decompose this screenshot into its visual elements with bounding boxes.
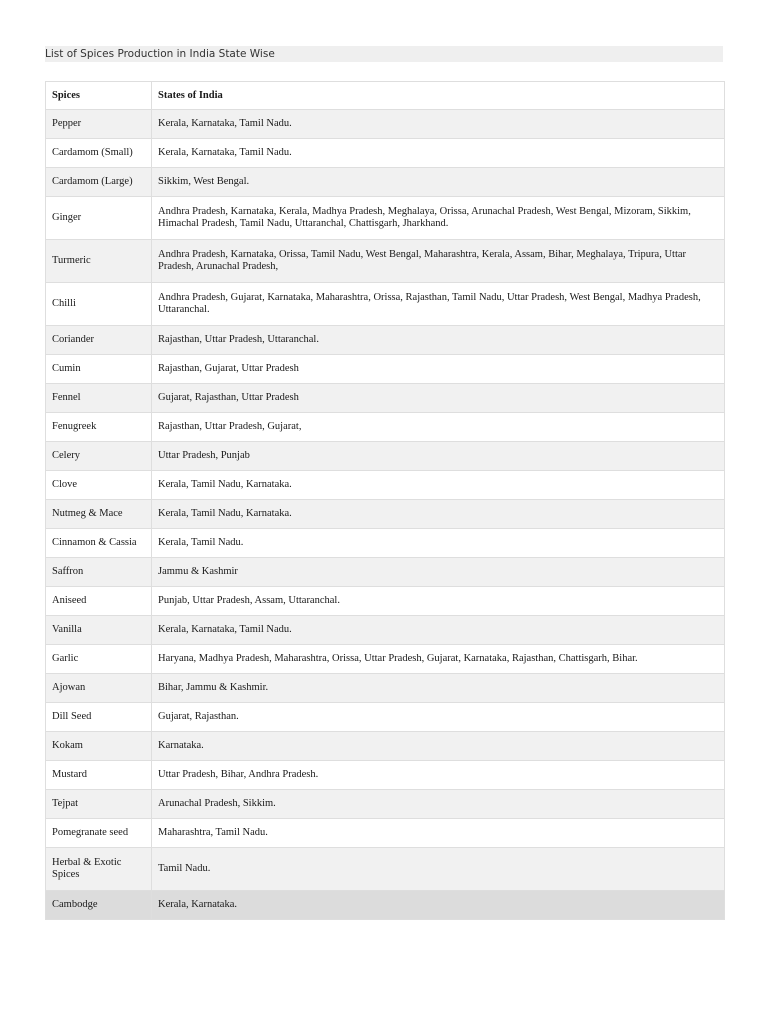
spice-name: Aniseed bbox=[46, 587, 152, 616]
spice-name: Pomegranate seed bbox=[46, 819, 152, 848]
spice-name: Nutmeg & Mace bbox=[46, 500, 152, 529]
spice-name: Ginger bbox=[46, 197, 152, 240]
spice-name: Cardamom (Large) bbox=[46, 168, 152, 197]
spice-states: Andhra Pradesh, Gujarat, Karnataka, Maharashtra, Orissa, Rajasthan, Tamil Nadu, Uttar Pradesh, West Bengal, Madhya Pradesh, Uttaranchal. bbox=[152, 283, 725, 326]
spice-name: Herbal & Exotic Spices bbox=[46, 848, 152, 891]
spice-states: Rajasthan, Gujarat, Uttar Pradesh bbox=[152, 355, 725, 384]
spice-states: Punjab, Uttar Pradesh, Assam, Uttaranchal. bbox=[152, 587, 725, 616]
spice-name: Tejpat bbox=[46, 790, 152, 819]
spice-states: Jammu & Kashmir bbox=[152, 558, 725, 587]
spice-name: Saffron bbox=[46, 558, 152, 587]
spice-name: Coriander bbox=[46, 326, 152, 355]
table-row bbox=[46, 355, 725, 384]
table-row bbox=[46, 891, 725, 920]
spice-states: Kerala, Karnataka, Tamil Nadu. bbox=[152, 110, 725, 139]
table-caption: List of Spices Production in India State Wise bbox=[45, 46, 723, 62]
spice-name: Mustard bbox=[46, 761, 152, 790]
spice-states: Rajasthan, Uttar Pradesh, Uttaranchal. bbox=[152, 326, 725, 355]
spice-states: Uttar Pradesh, Bihar, Andhra Pradesh. bbox=[152, 761, 725, 790]
spice-name: Fennel bbox=[46, 384, 152, 413]
column-header-states: States of India bbox=[152, 82, 725, 110]
table-row bbox=[46, 471, 725, 500]
spice-name: Cardamom (Small) bbox=[46, 139, 152, 168]
table-row bbox=[46, 240, 725, 283]
spices-table bbox=[45, 81, 725, 920]
spice-states: Kerala, Tamil Nadu, Karnataka. bbox=[152, 471, 725, 500]
spice-states: Kerala, Tamil Nadu. bbox=[152, 529, 725, 558]
table-row bbox=[46, 848, 725, 891]
table-row bbox=[46, 442, 725, 471]
spice-name: Turmeric bbox=[46, 240, 152, 283]
table-row bbox=[46, 110, 725, 139]
spice-name: Chilli bbox=[46, 283, 152, 326]
spice-states: Rajasthan, Uttar Pradesh, Gujarat, bbox=[152, 413, 725, 442]
spice-name: Cambodge bbox=[46, 891, 152, 920]
table-row bbox=[46, 674, 725, 703]
spice-name: Cinnamon & Cassia bbox=[46, 529, 152, 558]
spice-states: Arunachal Pradesh, Sikkim. bbox=[152, 790, 725, 819]
spice-name: Garlic bbox=[46, 645, 152, 674]
spice-states: Haryana, Madhya Pradesh, Maharashtra, Orissa, Uttar Pradesh, Gujarat, Karnataka, Rajasthan, Chattisgarh, Bihar. bbox=[152, 645, 725, 674]
table-row bbox=[46, 587, 725, 616]
table-row bbox=[46, 645, 725, 674]
table-row bbox=[46, 732, 725, 761]
table-row bbox=[46, 558, 725, 587]
table-row bbox=[46, 761, 725, 790]
spice-states: Uttar Pradesh, Punjab bbox=[152, 442, 725, 471]
spice-name: Dill Seed bbox=[46, 703, 152, 732]
spice-states: Bihar, Jammu & Kashmir. bbox=[152, 674, 725, 703]
table-row bbox=[46, 326, 725, 355]
spice-name: Kokam bbox=[46, 732, 152, 761]
spice-name: Ajowan bbox=[46, 674, 152, 703]
column-header-spices: Spices bbox=[46, 82, 152, 110]
table-row bbox=[46, 703, 725, 732]
spice-states: Gujarat, Rajasthan, Uttar Pradesh bbox=[152, 384, 725, 413]
spice-states: Sikkim, West Bengal. bbox=[152, 168, 725, 197]
spice-name: Fenugreek bbox=[46, 413, 152, 442]
table-row bbox=[46, 283, 725, 326]
spice-states: Kerala, Karnataka. bbox=[152, 891, 725, 920]
table-row bbox=[46, 529, 725, 558]
spice-name: Clove bbox=[46, 471, 152, 500]
table-row bbox=[46, 384, 725, 413]
table-row bbox=[46, 616, 725, 645]
spice-states: Andhra Pradesh, Karnataka, Orissa, Tamil Nadu, West Bengal, Maharashtra, Kerala, Assam, Bihar, Meghalaya, Tripura, Uttar Pradesh, Arunachal Pradesh, bbox=[152, 240, 725, 283]
table-header-row bbox=[46, 82, 725, 110]
spice-name: Celery bbox=[46, 442, 152, 471]
table-row bbox=[46, 197, 725, 240]
spice-states: Gujarat, Rajasthan. bbox=[152, 703, 725, 732]
table-row bbox=[46, 790, 725, 819]
table-row bbox=[46, 139, 725, 168]
spice-name: Cumin bbox=[46, 355, 152, 384]
spice-name: Pepper bbox=[46, 110, 152, 139]
spice-states: Maharashtra, Tamil Nadu. bbox=[152, 819, 725, 848]
table-row bbox=[46, 168, 725, 197]
spice-states: Kerala, Tamil Nadu, Karnataka. bbox=[152, 500, 725, 529]
spice-name: Vanilla bbox=[46, 616, 152, 645]
spice-states: Kerala, Karnataka, Tamil Nadu. bbox=[152, 616, 725, 645]
spice-states: Tamil Nadu. bbox=[152, 848, 725, 891]
spice-states: Andhra Pradesh, Karnataka, Kerala, Madhya Pradesh, Meghalaya, Orissa, Arunachal Pradesh, West Bengal, Mizoram, Sikkim, Himachal Pradesh, Tamil Nadu, Uttaranchal, Chattisgarh, Jharkhand. bbox=[152, 197, 725, 240]
table-row bbox=[46, 413, 725, 442]
table-row bbox=[46, 500, 725, 529]
spice-states: Karnataka. bbox=[152, 732, 725, 761]
spice-states: Kerala, Karnataka, Tamil Nadu. bbox=[152, 139, 725, 168]
table-row bbox=[46, 819, 725, 848]
